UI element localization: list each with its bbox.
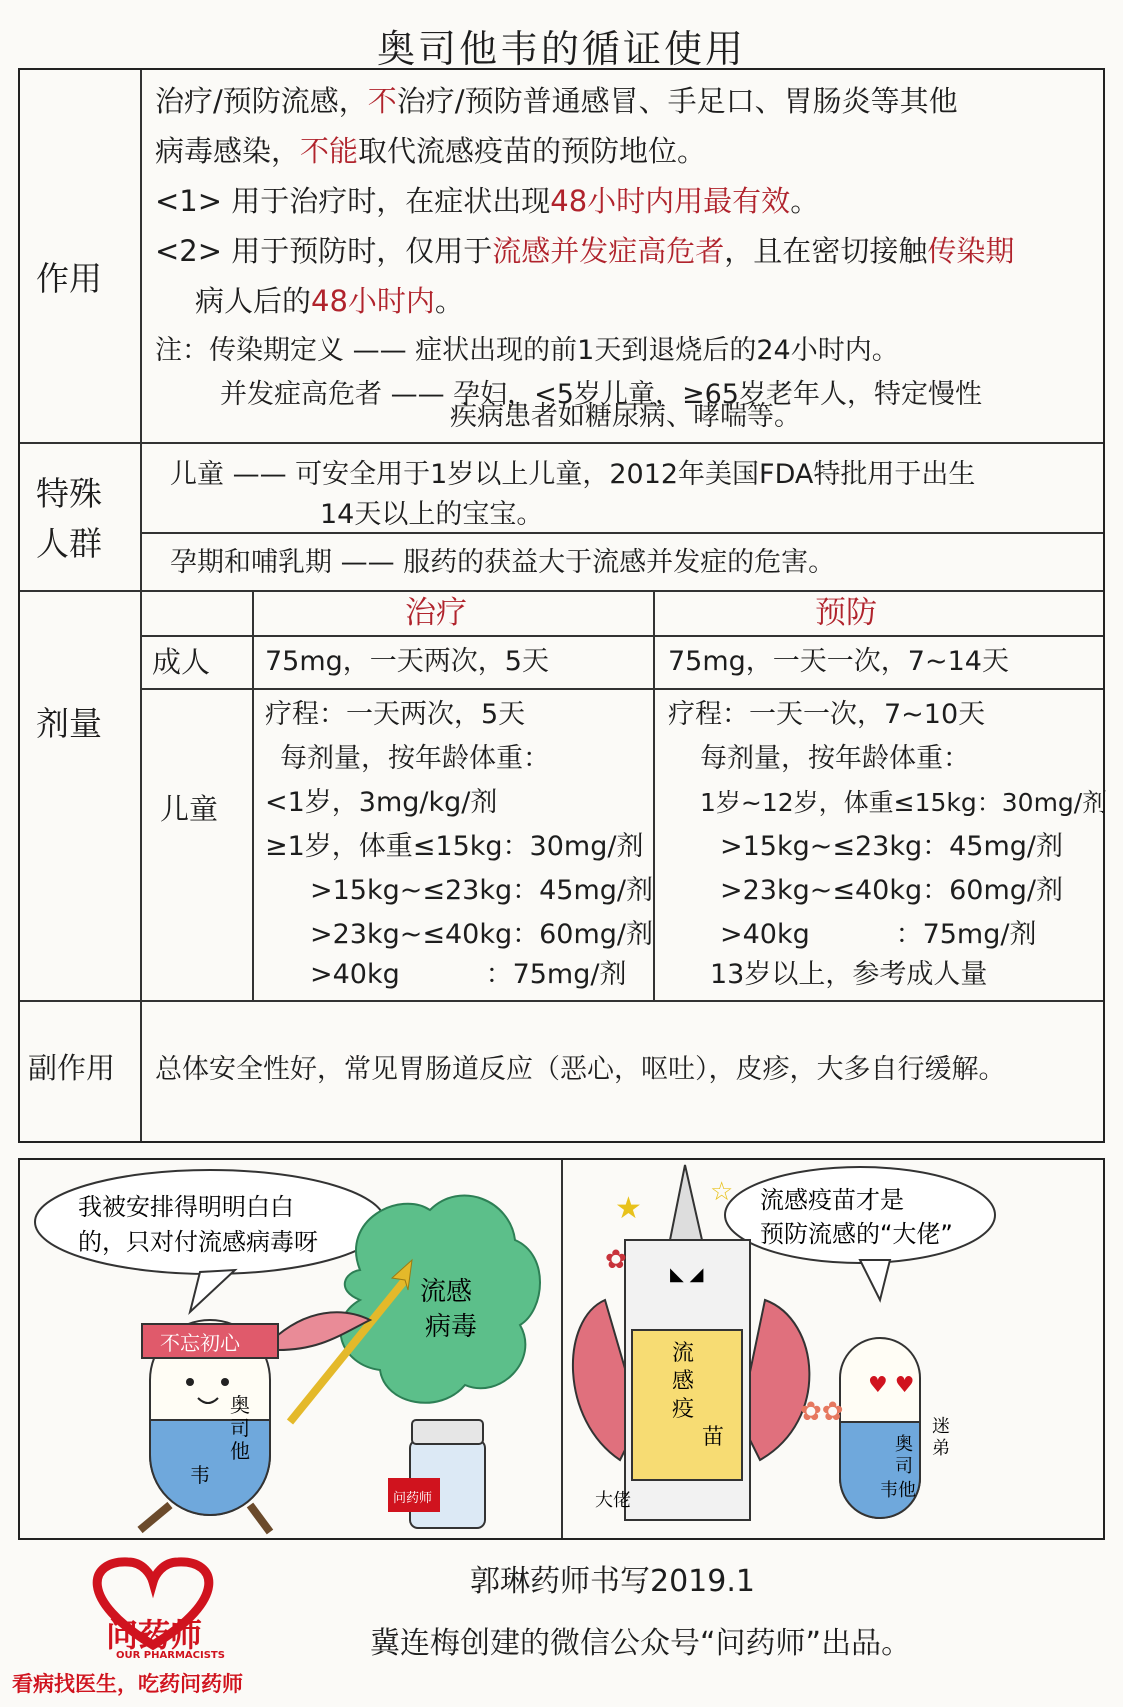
child-treat-line: >40kg ：75mg/剂 [310, 959, 627, 990]
pill-name: 司 [230, 1416, 250, 1440]
divider [140, 532, 1103, 534]
divider [252, 590, 254, 1000]
effect-line5: 病人后的48小时内。 [195, 284, 464, 318]
child-treat-line: 每剂量，按年龄体重： [280, 743, 550, 774]
right-bubble-1: 流感疫苗才是 [760, 1186, 904, 1214]
col-header-prevent: 预防 [815, 595, 877, 631]
left-bubble-1: 我被安排得明明白白 [78, 1193, 294, 1221]
virus-label-2: 病毒 [425, 1312, 478, 1342]
child-prevent-line: >23kg~≤40kg：60mg/剂 [720, 875, 1064, 906]
headband-text: 不忘初心 [160, 1331, 240, 1355]
special-label-2: 人群 [36, 524, 102, 563]
heart-eyes-icon: ♥ ♥ [868, 1373, 915, 1398]
side-effect-label: 副作用 [28, 1051, 116, 1085]
child-treat-line: >23kg~≤40kg：60mg/剂 [310, 919, 654, 950]
divider [20, 442, 1103, 444]
vaccine-text: 疫 [672, 1397, 695, 1422]
child-treat-line: >15kg~≤23kg：45mg/剂 [310, 875, 654, 906]
fan-pill-name: 韦他 [880, 1480, 916, 1501]
svg-text:◣ ◢: ◣ ◢ [670, 1264, 704, 1285]
effect-line1: 治疗/预防流感，不治疗/预防普通感冒、手足口、胃肠炎等其他 [155, 84, 958, 118]
pill-name: 他 [230, 1439, 250, 1463]
left-bubble-2: 的，只对付流感病毒呀 [78, 1228, 318, 1256]
publisher-credit: 冀连梅创建的微信公众号“问药师”出品。 [370, 1626, 912, 1661]
effect-note2: 并发症高危者 —— 孕妇，<5岁儿童，≥65岁老年人，特定慢性 [220, 379, 982, 410]
child-prevent-line: 疗程：一天一次，7~10天 [668, 699, 986, 730]
bottle-label: 问药师 [393, 1491, 433, 1506]
vaccine-text: 感 [672, 1369, 695, 1394]
dosage-label: 剂量 [36, 704, 102, 743]
vaccine-text: 流 [672, 1341, 695, 1366]
row-label-adult: 成人 [152, 645, 211, 679]
fan-label: 弟 [932, 1438, 950, 1459]
special-child-2: 14天以上的宝宝。 [320, 499, 544, 530]
cartoon-panel [18, 1158, 1105, 1540]
divider [20, 590, 1103, 592]
effect-note1: 注：传染期定义 —— 症状出现的前1天到退烧后的24小时内。 [155, 335, 899, 366]
side-effect-text: 总体安全性好，常见胃肠道反应（恶心，呕吐），皮疹，大多自行缓解。 [155, 1054, 1006, 1085]
pill-name: 韦 [190, 1463, 210, 1487]
divider [140, 70, 142, 1141]
special-child-1: 儿童 —— 可安全用于1岁以上儿童，2012年美国FDA特批用于出生 [170, 459, 976, 490]
child-treat-line: ≥1岁，体重≤15kg：30mg/剂 [265, 831, 644, 862]
divider [20, 1000, 1103, 1002]
child-prevent-line: 每剂量，按年龄体重： [700, 743, 970, 774]
child-prevent-line: 1岁~12岁，体重≤15kg：30mg/剂 [700, 788, 1108, 817]
effect-line2: 病毒感染，不能取代流感疫苗的预防地位。 [155, 134, 707, 168]
col-header-treat: 治疗 [405, 595, 467, 631]
vaccine-text: 苗 [702, 1425, 725, 1450]
needle [670, 1165, 702, 1240]
adult-prevent: 75mg，一天一次，7~14天 [668, 646, 1009, 677]
speech-bubble [35, 1170, 385, 1274]
bouquet-icon: ✿✿ [800, 1397, 844, 1427]
logo-text: 问药师 [106, 1616, 203, 1654]
row-label-child: 儿童 [160, 792, 219, 826]
effect-label: 作用 [36, 259, 102, 298]
right-bubble-2: 预防流感的“大佬” [760, 1220, 953, 1248]
effect-note3: 疾病患者如糖尿病、哮喘等。 [450, 401, 801, 432]
child-treat-line: <1岁，3mg/kg/剂 [265, 787, 498, 818]
child-prevent-line: >40kg ：75mg/剂 [720, 919, 1037, 950]
star-icon: ★ [615, 1191, 642, 1226]
divider [653, 590, 655, 1000]
effect-line3: <1> 用于治疗时，在症状出现48小时内用最有效。 [155, 184, 820, 218]
main-table [18, 68, 1108, 1143]
dalao-label: 大佬 [595, 1490, 631, 1511]
fan-label: 迷 [932, 1416, 950, 1437]
speech-bubble [725, 1167, 995, 1263]
adult-treat: 75mg，一天两次，5天 [265, 646, 549, 677]
flower-icon: ✿ [605, 1245, 627, 1275]
special-label-1: 特殊 [36, 474, 102, 513]
child-prevent-line: >15kg~≤23kg：45mg/剂 [720, 831, 1064, 862]
pill-name: 奥 [230, 1393, 250, 1417]
special-pregnancy: 孕期和哺乳期 —— 服药的获益大于流感并发症的危害。 [170, 547, 836, 578]
star-icon: ☆ [710, 1177, 734, 1207]
child-treat-line: 疗程：一天两次，5天 [265, 699, 526, 730]
fan-pill-name: 奥 [895, 1434, 913, 1455]
child-prevent-line: 13岁以上，参考成人量 [710, 959, 988, 990]
fan-pill-name: 司 [895, 1456, 913, 1477]
author-credit: 郭琳药师书写2019.1 [470, 1564, 755, 1599]
logo-subtext: OUR PHARMACISTS [116, 1650, 225, 1661]
cartoon-illustration [20, 1160, 1103, 1538]
virus-label-1: 流感 [420, 1277, 473, 1307]
effect-line4: <2> 用于预防时，仅用于流感并发症高危者，且在密切接触传染期 [155, 234, 1015, 268]
page-title: 奥司他韦的循证使用 [376, 27, 746, 71]
slogan: 看病找医生，吃药问药师 [12, 1672, 243, 1696]
